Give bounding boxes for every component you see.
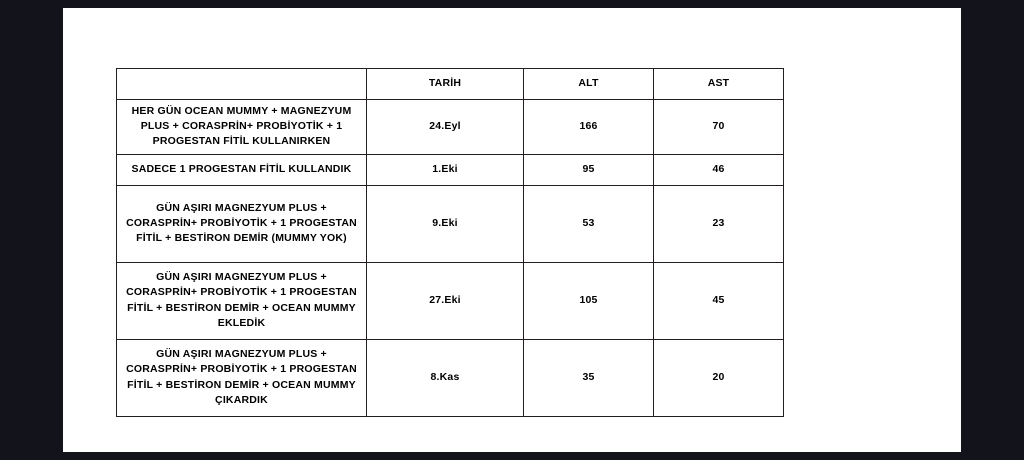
cell-alt: 166: [524, 100, 654, 155]
table-header-row: [117, 69, 784, 100]
table-container: [116, 68, 783, 417]
cell-alt: 35: [524, 339, 654, 416]
cell-description: GÜN AŞIRI MAGNEZYUM PLUS + CORASPRİN+ PROBİYOTİK + 1 PROGESTAN FİTİL + BESTİRON DEMİR + OCEAN MUMMY EKLEDİK: [117, 262, 367, 339]
cell-ast: 46: [654, 154, 784, 185]
cell-description: GÜN AŞIRI MAGNEZYUM PLUS + CORASPRİN+ PROBİYOTİK + 1 PROGESTAN FİTİL + BESTİRON DEMİR + OCEAN MUMMY ÇIKARDIK: [117, 339, 367, 416]
table-row: [117, 154, 784, 185]
cell-alt: 53: [524, 185, 654, 262]
cell-date: 24.Eyl: [367, 100, 524, 155]
cell-date: 9.Eki: [367, 185, 524, 262]
cell-ast: 70: [654, 100, 784, 155]
cell-alt: 105: [524, 262, 654, 339]
cell-date: 1.Eki: [367, 154, 524, 185]
document-page: [63, 8, 961, 452]
table-row: [117, 100, 784, 155]
table-row: [117, 185, 784, 262]
cell-ast: 20: [654, 339, 784, 416]
column-header-alt: ALT: [524, 69, 654, 100]
cell-ast: 23: [654, 185, 784, 262]
column-header-date: TARİH: [367, 69, 524, 100]
cell-description: SADECE 1 PROGESTAN FİTİL KULLANDIK: [117, 154, 367, 185]
table-row: [117, 339, 784, 416]
cell-description: GÜN AŞIRI MAGNEZYUM PLUS + CORASPRİN+ PROBİYOTİK + 1 PROGESTAN FİTİL + BESTİRON DEMİR (MUMMY YOK): [117, 185, 367, 262]
cell-ast: 45: [654, 262, 784, 339]
results-table: [116, 68, 784, 417]
cell-date: 8.Kas: [367, 339, 524, 416]
cell-alt: 95: [524, 154, 654, 185]
cell-date: 27.Eki: [367, 262, 524, 339]
column-header-ast: AST: [654, 69, 784, 100]
column-header-description: [117, 69, 367, 100]
table-row: [117, 262, 784, 339]
cell-description: HER GÜN OCEAN MUMMY + MAGNEZYUM PLUS + CORASPRİN+ PROBİYOTİK + 1 PROGESTAN FİTİL KULLANIRKEN: [117, 100, 367, 155]
